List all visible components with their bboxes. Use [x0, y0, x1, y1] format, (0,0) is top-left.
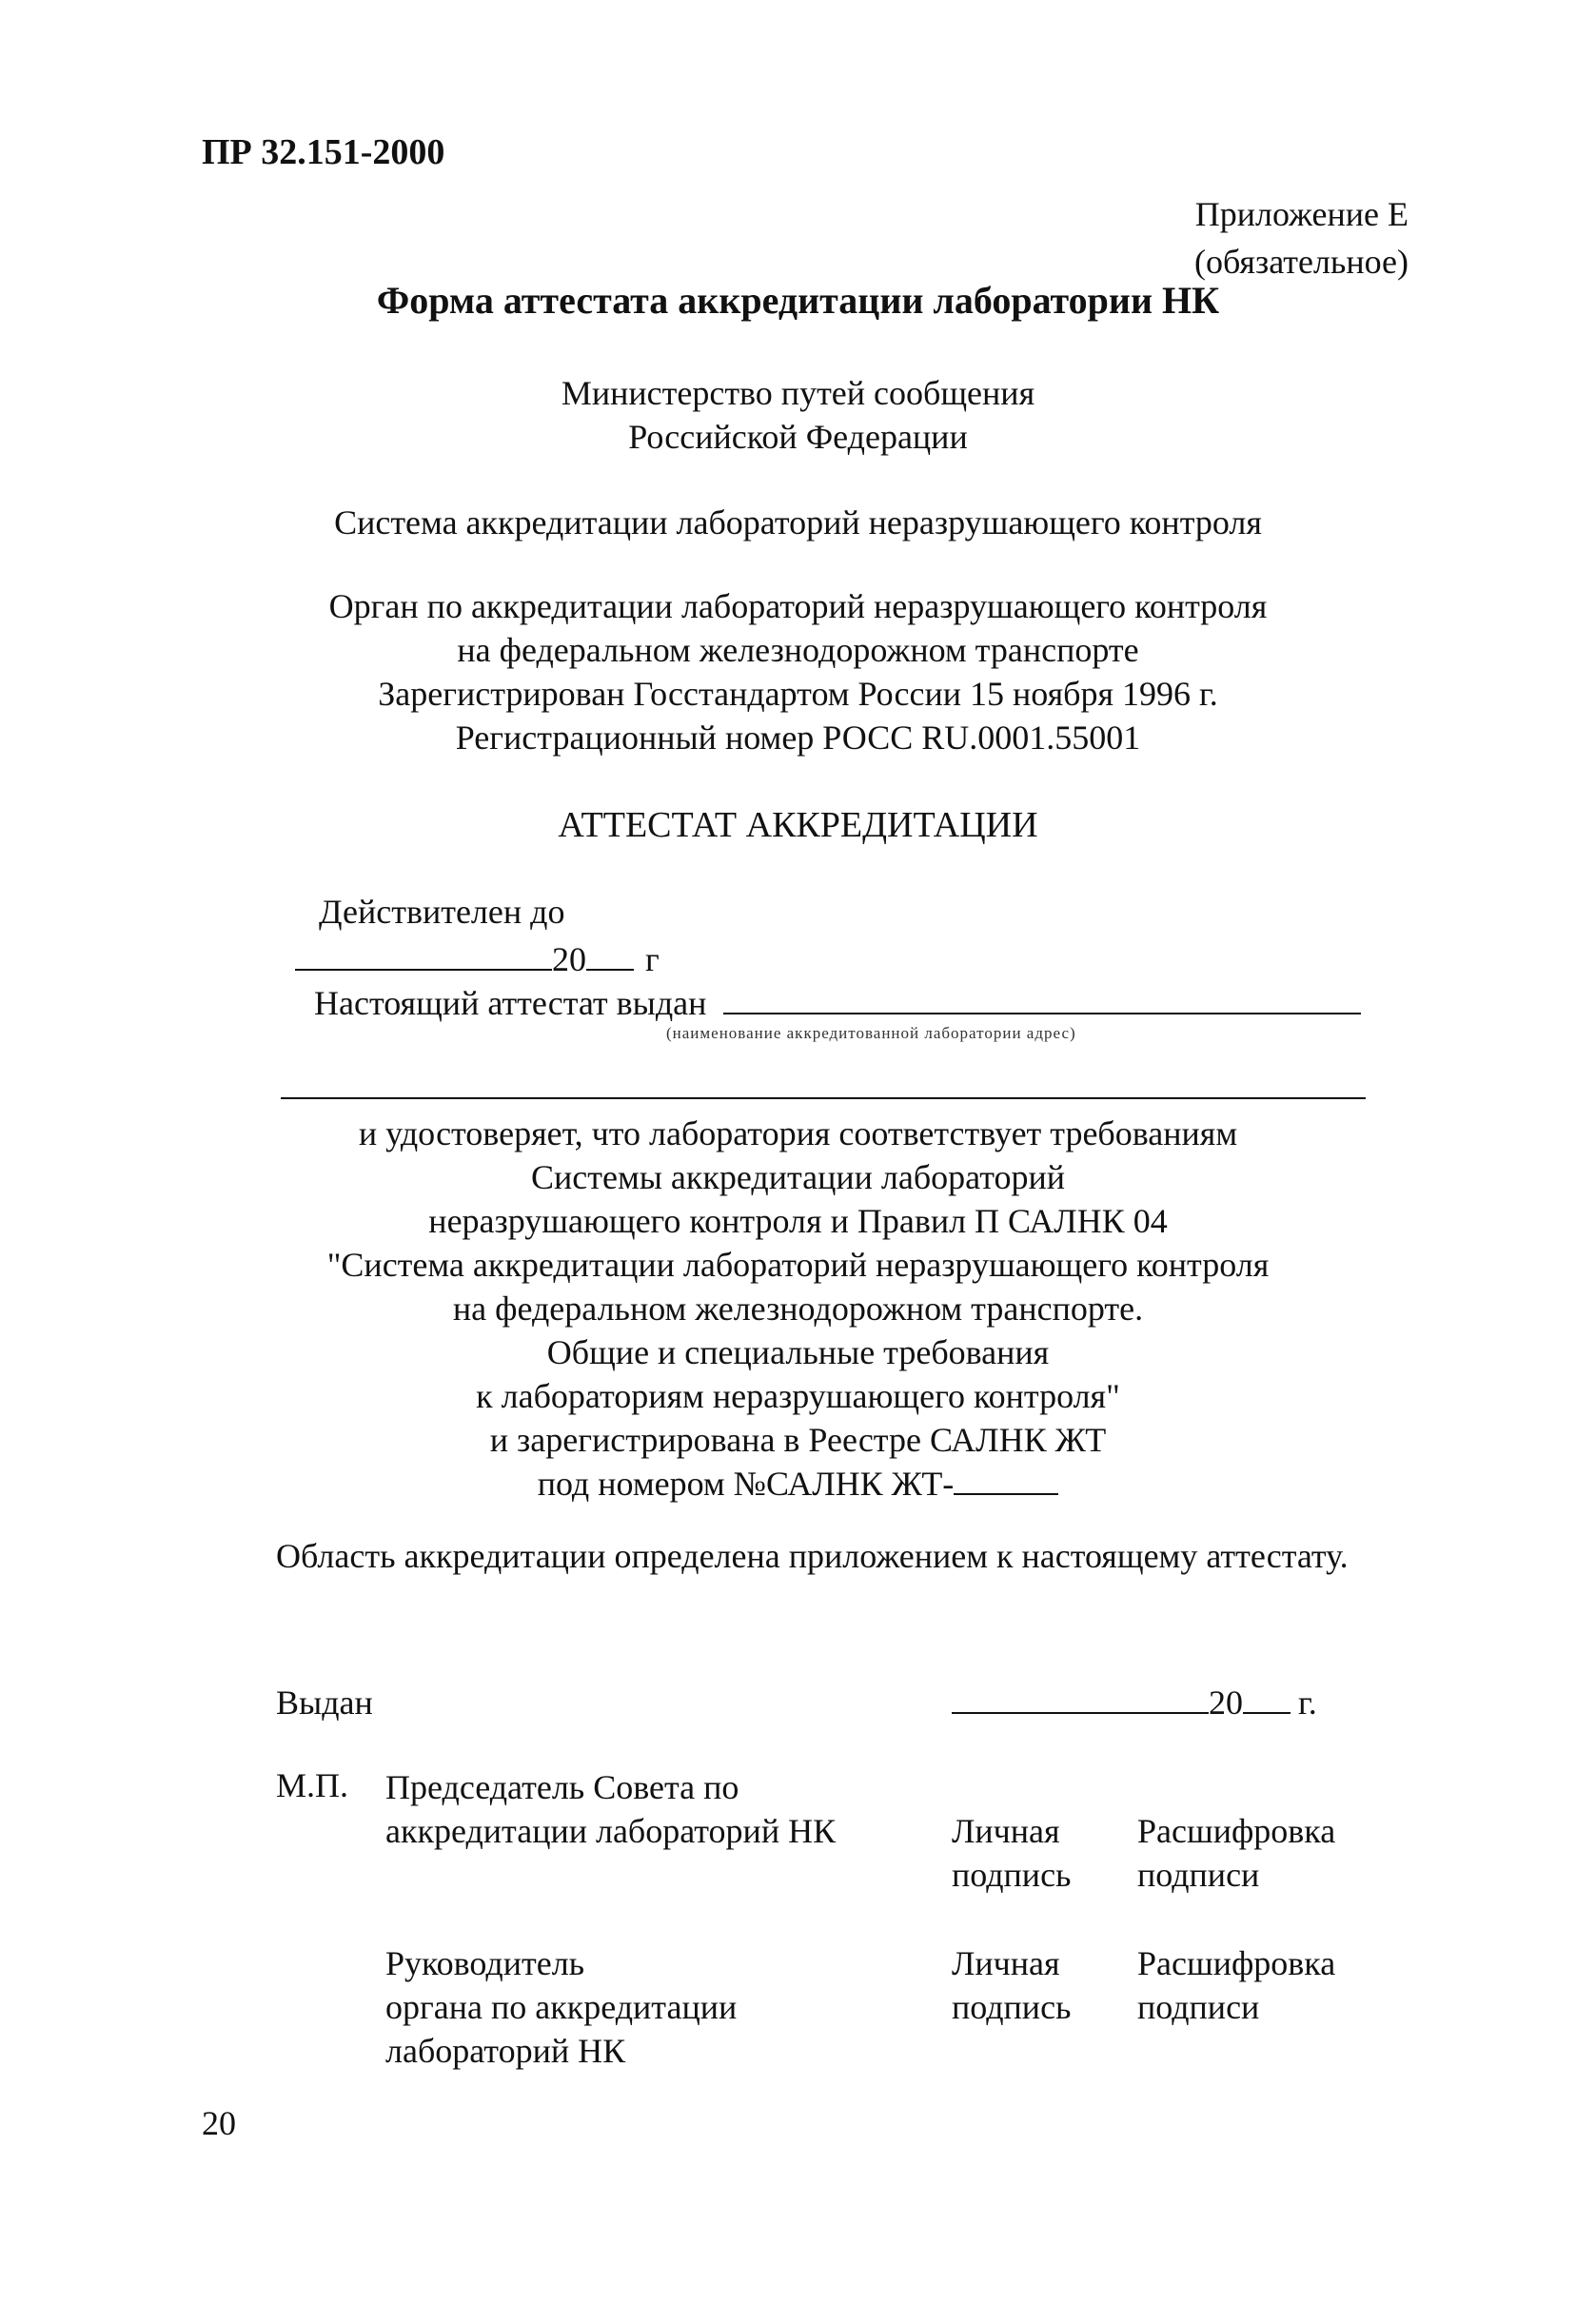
head-signature-decoding[interactable] — [1137, 1941, 1335, 2029]
chairman-role — [385, 1765, 836, 1853]
decoding-label-line: подписи — [1137, 1988, 1260, 2026]
form-title: Форма аттестата аккредитации лаборатории НК — [376, 279, 1220, 322]
certifies-line: на федеральном железнодорожном транспорте. — [452, 1290, 1144, 1328]
role-line: органа по аккредитации — [385, 1988, 738, 2026]
decoding-label-line: подписи — [1137, 1856, 1260, 1894]
register-number-label: под номером №САЛНК ЖТ- — [537, 1465, 955, 1503]
system-name: Система аккредитации лабораторий неразрушающего контроля — [334, 503, 1262, 542]
issued-to-blank[interactable] — [723, 1013, 1361, 1014]
certifies-block — [0, 1112, 1596, 1506]
accreditation-area-paragraph: Область аккредитации определена приложением к настоящему аттестату. — [276, 1537, 1349, 1575]
role-line: Председатель Совета по — [385, 1768, 739, 1806]
organ-line: Зарегистрирован Госстандартом России 15 ноября 1996 г. — [378, 675, 1218, 713]
certifies-line: Системы аккредитации лабораторий — [530, 1158, 1066, 1196]
page-number: 20 — [202, 2104, 236, 2142]
signature-label-line: Личная — [952, 1944, 1060, 1982]
stamp-place-label: М.П. — [276, 1766, 349, 1804]
role-line: лабораторий НК — [385, 2032, 626, 2070]
appendix-status: (обязательное) — [1194, 243, 1409, 281]
organ-line: Регистрационный номер РОСС RU.0001.55001 — [455, 719, 1141, 757]
ministry-line: Российской Федерации — [628, 418, 968, 456]
register-number-line — [0, 1462, 1596, 1506]
validity-year-prefix: 20 — [552, 940, 586, 978]
validity-label: Действителен до — [319, 893, 565, 931]
head-signature[interactable] — [952, 1941, 1071, 2029]
chairman-signature[interactable] — [952, 1809, 1071, 1897]
validity-year-blank[interactable] — [586, 969, 634, 971]
issued-to-caption: (наименование аккредитованной лаборатории адрес) — [666, 1024, 1076, 1042]
issued-year-blank[interactable] — [1243, 1712, 1291, 1714]
role-line: Руководитель — [385, 1944, 585, 1982]
issued-year-suffix: г. — [1298, 1684, 1317, 1722]
issued-label: Выдан — [276, 1684, 373, 1722]
organ-line: на федеральном железнодорожном транспорте — [457, 631, 1139, 669]
validity-year-suffix: г — [645, 940, 660, 978]
validity-day-month-blank[interactable] — [295, 969, 552, 971]
certifies-line: и удостоверяет, что лаборатория соответствует требованиям — [358, 1114, 1238, 1152]
ministry-line: Министерство путей сообщения — [561, 374, 1035, 412]
ministry-block — [0, 371, 1596, 459]
appendix-title: Приложение Е — [1194, 195, 1409, 233]
certifies-line: неразрушающего контроля и Правил П САЛНК 04 — [428, 1202, 1168, 1240]
head-of-body-role — [385, 1941, 737, 2073]
organ-block — [0, 584, 1596, 759]
address-blank-line[interactable] — [281, 1097, 1366, 1099]
register-number-blank[interactable] — [954, 1493, 1058, 1495]
signature-label-line: Личная — [952, 1812, 1060, 1850]
issued-to-label: Настоящий аттестат выдан — [314, 984, 707, 1022]
document-code: ПР 32.151-2000 — [202, 132, 445, 172]
certifies-line: Общие и специальные требования — [546, 1333, 1050, 1371]
role-line: аккредитации лабораторий НК — [385, 1812, 837, 1850]
organ-line: Орган по аккредитации лабораторий неразрушающего контроля — [328, 587, 1268, 625]
appendix-label — [1123, 190, 1409, 286]
signature-label-line: подпись — [952, 1856, 1072, 1894]
decoding-label-line: Расшифровка — [1137, 1944, 1336, 1982]
issued-to-field[interactable] — [314, 983, 1361, 1023]
certificate-title: АТТЕСТАТ АККРЕДИТАЦИИ — [558, 805, 1038, 845]
certifies-line: "Система аккредитации лабораторий неразрушающего контроля — [326, 1246, 1270, 1284]
signature-label-line: подпись — [952, 1988, 1072, 2026]
issued-date-field[interactable] — [952, 1683, 1317, 1723]
chairman-signature-decoding[interactable] — [1137, 1809, 1335, 1897]
issued-day-month-blank[interactable] — [952, 1712, 1209, 1714]
decoding-label-line: Расшифровка — [1137, 1812, 1336, 1850]
validity-date-field[interactable] — [295, 939, 660, 979]
issued-year-prefix: 20 — [1209, 1684, 1243, 1722]
certifies-line: к лабораториям неразрушающего контроля" — [476, 1377, 1120, 1415]
accreditation-area-text — [202, 1532, 1409, 1580]
certifies-line: и зарегистрирована в Реестре САЛНК ЖТ — [489, 1421, 1107, 1459]
